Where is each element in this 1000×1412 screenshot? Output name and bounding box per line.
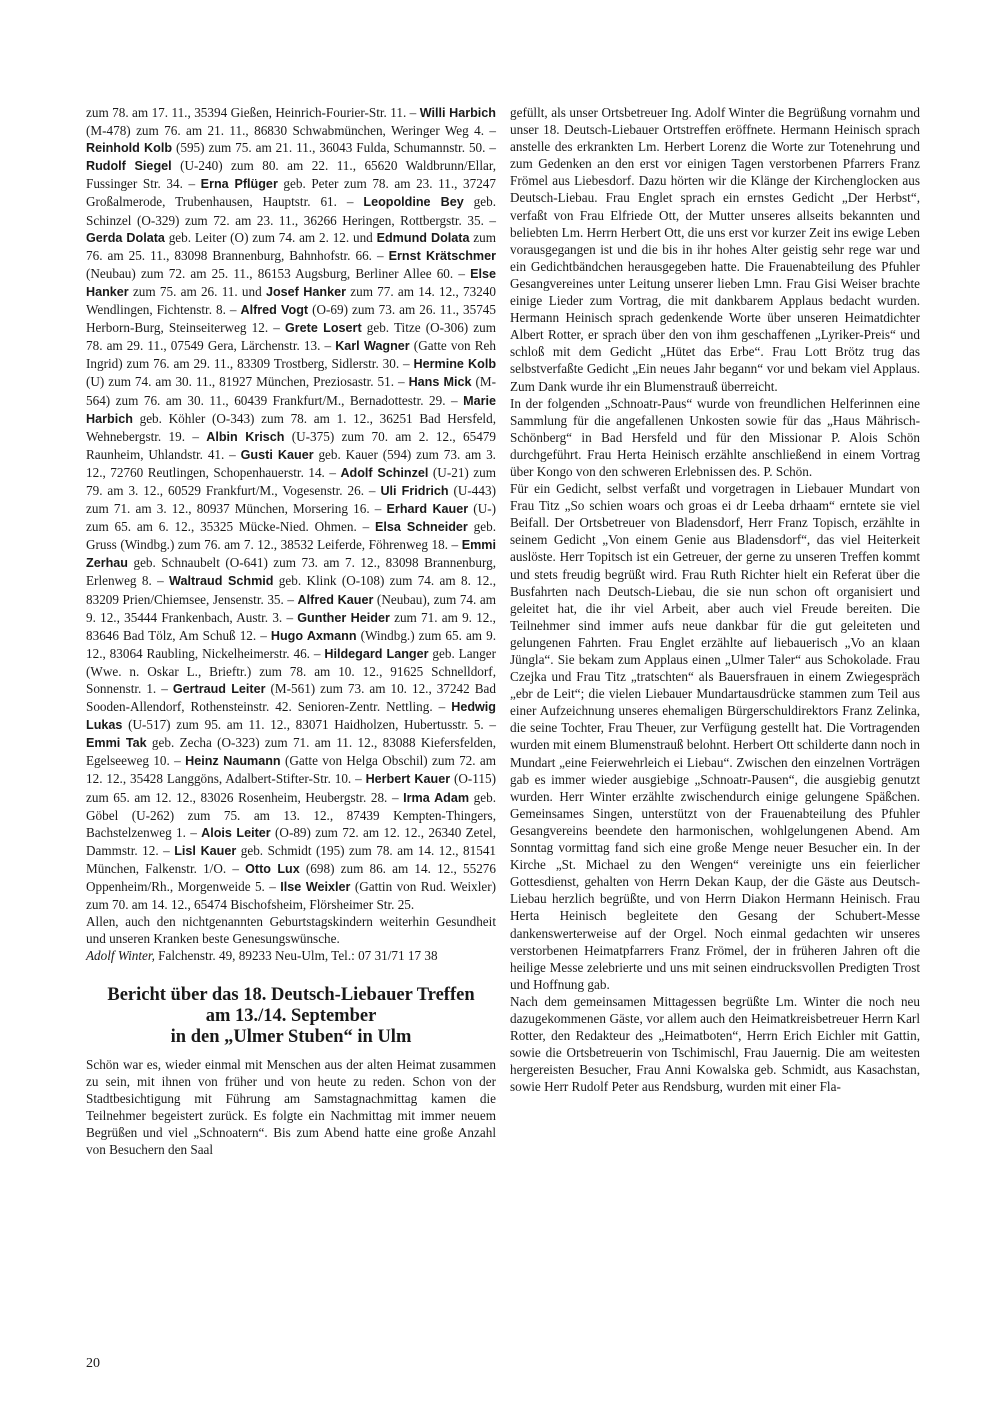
report-intro: Schön war es, wieder einmal mit Menschen aus der alten Heimat zusammen zu sein, mit ihnen von früher und von heute zu reden. Schon von der Stadtbesichtigung mit Führung am Samstagnachmittag kamen die Teilnehmer begeistert zurück. Es folgte ein Nachmittag mit immer neuem Begrüßen und viel „Schnoatern“. Bis zum Abend hatte eine große Anzahl von Besuchern den Saal: [86, 1056, 496, 1157]
signature: [86, 947, 496, 964]
birthday-wishes: Allen, auch den nichtgenannten Geburtstagskindern weiterhin Gesundheit und unseren Kranken beste Genesungswünsche.: [86, 914, 496, 947]
signature-name: Adolf Winter,: [86, 948, 155, 964]
page-number: 20: [86, 1356, 100, 1371]
report-paragraph: Nach dem gemeinsamen Mittagessen begrüßte Lm. Winter die noch neu dazugekommenen Gäste, vor allem auch den Heimatkreisbetreuer Herrn Karl Rotter, den Redakteur des „Heimatboten“, Herrn Erich Eichler mit Gattin, sowie die Ortsbetreuerin von Tschimischl, Frau Jauernig. Die am weitesten hergereisten Besucher, Frau Anni Kowalska geb. Schmidt, aus Kasachstan, sowie Herr Rudolf Peter aus Rendsburg, wurden mit einer Fla-: [510, 993, 920, 1095]
headline-line: in den „Ulmer Stuben“ in Ulm: [170, 1026, 412, 1047]
right-column: [510, 104, 920, 1095]
report-paragraph: In der folgenden „Schnoatr-Paus“ wurde von freundlichen Helferinnen eine Sammlung für die angefallenen Unkosten sowie für das „Haus Mährisch-Schönberg“ in Bad Hersfeld und für den Missionar P. Alois Schön durchgeführt. Frau Herta Heinisch erzählte anschließend in einem Vortrag über Kongo von den schweren Erlebnissen des. P. Schön.: [510, 395, 920, 479]
birthday-list: zum 78. am 17. 11., 35394 Gießen, Heinrich-Fourier-Str. 11. – Willi Harbich (M-478) zum 76. am 21. 11., 86830 Schwabmünchen, Weringer Weg 4. – Reinhold Kolb (595) zum 75. am 21. 11., 36043 Fulda, Schumannstr. 50. – Rudolf Siegel (U-240) zum 80. am 22. 11., 65620 Waldbrunn/Ellar, Fussinger Str. 34. – Erna Pflüger geb. Peter zum 78. am 23. 11., 37247 Großalmerode, Trubenhausen, Hauptstr. 61. – Leopoldine Bey geb. Schinzel (O-329) zum 72. am 23. 11., 36266 Heringen, Rottbergstr. 35. – Gerda Dolata geb. Leiter (O) zum 74. am 2. 12. und Edmund Dolata zum 76. am 25. 11., 83098 Brannenburg, Bahnhofstr. 66. – Ernst Krätschmer (Neubau) zum 72. am 25. 11., 86153 Augsburg, Berliner Allee 60. – Else Hanker zum 75. am 26. 11. und Josef Hanker zum 77. am 14. 12., 73240 Wendlingen, Fichtenstr. 8. – Alfred Vogt (O-69) zum 73. am 26. 11., 35745 Herborn-Burg, Steinseiterweg 12. – Grete Losert geb. Titze (O-306) zum 78. am 29. 11., 07549 Gera, Lärchenstr. 13. – Karl Wagner (Gatte von Reh Ingrid) zum 76. am 29. 11., 83309 Trostberg, Sidlerstr. 30. – Hermine Kolb (U) zum 74. am 30. 11., 81927 München, Preziosastr. 51. – Hans Mick (M-564) zum 76. am 30. 11., 60439 Frankfurt/M., Bernadottestr. 29. – Marie Harbich geb. Köhler (O-343) zum 78. am 1. 12., 36251 Bad Hersfeld, Wehnebergstr. 19. – Albin Krisch (U-375) zum 70. am 2. 12., 65479 Raunheim, Uhlandstr. 41. – Gusti Kauer geb. Kauer (594) zum 73. am 3. 12., 72760 Reutlingen, Schopenhauerstr. 14. – Adolf Schinzel (U-21) zum 79. am 3. 12., 60529 Frankfurt/M., Vogesenstr. 26. – Uli Fridrich (U-443) zum 71. am 3. 12., 80937 München, Morsering 16. – Erhard Kauer (U-) zum 65. am 6. 12., 35325 Mücke-Nied. Ohmen. – Elsa Schneider geb. Gruss (Windbg.) zum 76. am 7. 12., 38532 Leiferde, Föhrenweg 18. – Emmi Zerhau geb. Schnaubelt (O-641) zum 73. am 7. 12., 83098 Brannenburg, Erlenweg 8. – Waltraud Schmid geb. Klink (O-108) zum 74. am 8. 12., 83209 Prien/Chiemsee, Jensenstr. 35. – Alfred Kauer (Neubau), zum 74. am 9. 12., 35444 Frankenbach, Austr. 3. – Gunther Heider zum 71. am 9. 12., 83646 Bad Tölz, Am Schuß 12. – Hugo Axmann (Windbg.) zum 65. am 9. 12., 83064 Raubling, Nickelheimerstr. 46. – Hildegard Langer geb. Langer (Wwe. n. Oskar L., Brieftr.) zum 78. am 10. 12., 91625 Schnelldorf, Sonnenstr. 1. – Gertraud Leiter (M-561) zum 73. am 10. 12., 37242 Bad Sooden-Allendorf, Rothensteinstr. 42. Senioren-Zentr. Nettling. – Hedwig Lukas (U-517) zum 95. am 11. 12., 83071 Haidholzen, Hubertusstr. 5. – Emmi Tak geb. Zecha (O-323) zum 71. am 11. 12., 83088 Kiefersfelden, Egelseeweg 10. – Heinz Naumann (Gatte von Helga Obschil) zum 72. am 12. 12., 35428 Langgöns, Adalbert-Stifter-Str. 10. – Herbert Kauer (O-115) zum 65. am 12. 12., 83026 Rosenheim, Heubergstr. 28. – Irma Adam geb. Göbel (U-262) zum 75. am 13. 12., 87439 Kempten-Thingers, Bachstelzenweg 1. – Alois Leiter (O-89) zum 72. am 12. 12., 26340 Zetel, Dammstr. 12. – Lisl Kauer geb. Schmidt (195) zum 78. am 14. 12., 81541 München, Falkenstr. 1/O. – Otto Lux (698) zum 86. am 14. 12., 55276 Oppenheim/Rh., Morgenweide 5. – Ilse Weixler (Gattin von Rud. Weixler) zum 70. am 14. 12., 65474 Bischofsheim, Flörsheimer Str. 25.: [86, 105, 497, 913]
left-column: [86, 104, 496, 1158]
signature-address: Falchenstr. 49, 89233 Neu-Ulm, Tel.: 07 31/71 17 38: [154, 948, 438, 964]
report-paragraph: Für ein Gedicht, selbst verfaßt und vorgetragen in Liebauer Mundart von Frau Titz „So schien woars och groas ei dr Leeba drhaam“ erntete sie viel Beifall. Der Ortsbetreuer von Bladensdorf, Herr Franz Topisch, erzählte in seinem Gedicht „Von einem Genie aus Bladensdorf“, das viel Heiterkeit auslöste. Herr Topitsch ist ein Getreuer, der gerne zu unseren Treffen kommt und stets freudig begrüßt wird. Frau Ruth Richter hielt ein Referat über die Busfahrten nach Deutsch-Liebau, die sie nun schon oft organisiert und geleitet hat, die ihr viel Arbeit, aber auch viel Freude bereiten. Die Teilnehmer sind immer aufs neue dankbar für die gut geleiteten und gelungenen Fahrten. Frau Englet erzählte auf liebauerisch „Vo an klaan Jüngla“. Sie bekam zum Applaus einen „Ulmer Taler“ aus Schokolade. Frau Czejka und Frau Titz „tratschten“ als Bauersfrauen in einem Zwiegespräch „ebr de Leit“; die vielen Liebauer Mundartausdrücke stammen zum Teil aus einer Aufzeichnung unseres ehemaligen Bürgerschuldirektors Franz Zelinka, die seine Tochter, Frau Theuer, zur Verfügung gestellt hat. Die Vortragenden wurden mit einem Blumenstrauß belohnt. Herbert Ott schilderte dann noch in Mundart „eine Feierwehrleich ei Liebau“. Zwischen den einzelnen Vorträgen gab es immer wieder ausgiebige „Schnoatr-Pausen“, die ausgiebig genutzt wurden. Herr Winter erzählte zwischendurch einige gelungene Späßchen. Gemeinsames Singen, unterstützt von der Frauenabteilung des Pfuhler Gesangvereins beendete den harmonischen, wohlgelungenen Abend. Am Sonntag vormittag fand sich eine große Menge neuer Besucher ein. In der Kirche „St. Michael zu den Wengen“ vereinigte uns ein feierlicher Gottesdienst, gehalten von Herrn Dekan Kaup, der die Gäste aus Deutsch-Liebau herzlich begrüßte, und von Herrn Diakon Hermann Heinisch. Frau Herta Heinisch begleitete den Gesang der Schubert-Messe dankenswerterweise auf der Orgel. Noch einmal gedachten wir unseres verstorbenen Heimatpfarrers Franz Frömel, der in früheren Jahren oft die heilige Messe zelebrierte und uns mit seinen eindrucksvollen Predigten Trost und Hoffnung gab.: [510, 481, 920, 992]
report-paragraph: gefüllt, als unser Ortsbetreuer Ing. Adolf Winter die Begrüßung vornahm und unser 18. Deutsch-Liebauer Ortstreffen eröffnete. Hermann Heinisch sprach anstelle des erkrankten Lm. Herbert Lorenz die Worte zur Totenehrung und zum Gedenken an den erst vor einigen Tagen verstorbenen Pfarrers Franz Frömel aus Liebesdorf. Dazu hörten wir die Klänge der Kirchenglocken aus Deutsch-Liebau. Frau Englet sprach ein ernstes Gedicht „Der Herbst“, verfaßt von Frau Elfriede Ott, der Mutter unseres allseits bekannten und beliebten Lm. Herrn Herbert Ott, die uns erst vor kurzer Zeit ins ewige Leben vorausgegangen ist und die bis in ihr hohes Alter geistig sehr rege war und ein Gedichtbändchen herausgegeben hatte. Die Frauenabteilung des Pfuhler Gesangvereines unter Leitung unserer lieben Lmn. Frau Gisi Weiser brachte einige Lieder zum Vortrag, die mit dankbarem Applaus bedacht wurden. Hermann Heinisch sprach gedenkende Worte über unseren Heimatdichter Albert Rotter, er sprach über den von ihm geschaffenen „Lyriker-Preis“ und schloß mit dem Gedicht „Hütet das Erbe“. Frau Lott Brötz trug das selbstverfaßte Gedicht „Ein neues Jahr begann“ vor und bekam viel Applaus. Zum Dank wurde ihr ein Blumenstrauß überreicht.: [510, 105, 920, 394]
report-headline: [86, 985, 496, 1048]
headline-line: am 13./14. September: [205, 1005, 377, 1026]
headline-line: Bericht über das 18. Deutsch-Liebauer Treffen: [107, 984, 475, 1005]
